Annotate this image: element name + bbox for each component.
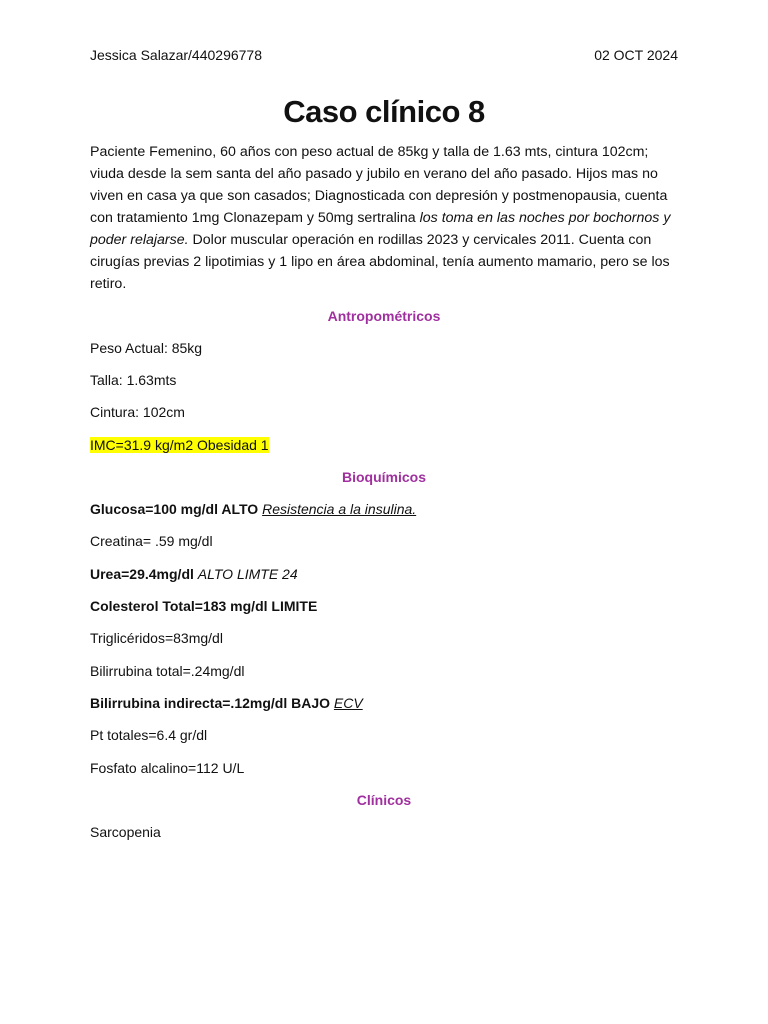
section-heading-clinicos: Clínicos: [356, 792, 412, 808]
date-header: 02 OCT 2024: [594, 47, 678, 63]
urea-line: [90, 566, 298, 582]
page-title: Caso clínico 8: [283, 94, 485, 129]
fosfato-alcalino: Fosfato alcalino=112 U/L: [90, 760, 245, 776]
case-description-text-end: Dolor muscular operación en rodillas 2023 y cervicales 2011. Cuenta con cirugías previas 2 lipotimias y 1 lipo en área abdominal, tenía aumento mamario, pero se los retiro.: [90, 232, 670, 292]
bilirrubina-indirecta-line: [90, 695, 363, 711]
glucosa-value: Glucosa=100 mg/dl ALTO: [90, 501, 259, 517]
urea-note: ALTO LIMTE 24: [197, 566, 298, 582]
case-description-italic: los toma en las noches por bochornos y poder relajarse.: [90, 210, 671, 248]
imc-highlight: IMC=31.9 kg/m2 Obesidad 1: [90, 437, 269, 453]
clinico-item: Sarcopenia: [90, 824, 161, 840]
case-description-text: Paciente Femenino, 60 años con peso actual de 85kg y talla de 1.63 mts, cintura 102cm; viuda desde la sem santa del año pasado y jubilo en verano del año pasado. Hijos mas no viven en casa ya que son casados; Diagnosticada con depresión y postmenopausia, cuenta con tratamiento 1mg Clonazepam y 50mg sertralina: [90, 144, 668, 226]
bilirrubina-indirecta-value: Bilirrubina indirecta=.12mg/dl BAJO: [90, 695, 331, 711]
patient-id-header: Jessica Salazar/440296778: [90, 47, 263, 63]
cintura: Cintura: 102cm: [90, 404, 185, 420]
bilirrubina-total: Bilirrubina total=.24mg/dl: [90, 663, 245, 679]
bilirrubina-indirecta-note: ECV: [333, 695, 363, 711]
urea-value: Urea=29.4mg/dl: [90, 566, 194, 582]
glucosa-line: [90, 501, 416, 517]
pt-totales: Pt totales=6.4 gr/dl: [90, 727, 208, 743]
imc-line: [90, 437, 269, 453]
case-description: [90, 141, 682, 295]
peso-actual: Peso Actual: 85kg: [90, 340, 203, 356]
talla: Talla: 1.63mts: [90, 372, 177, 388]
trigliceridos: Triglicéridos=83mg/dl: [90, 630, 223, 646]
section-heading-antropometricos: Antropométricos: [327, 308, 441, 324]
creatina: Creatina= .59 mg/dl: [90, 533, 213, 549]
glucosa-note: Resistencia a la insulina.: [262, 501, 417, 517]
colesterol: Colesterol Total=183 mg/dl LIMITE: [90, 598, 318, 614]
section-heading-bioquimicos: Bioquímicos: [341, 469, 426, 485]
